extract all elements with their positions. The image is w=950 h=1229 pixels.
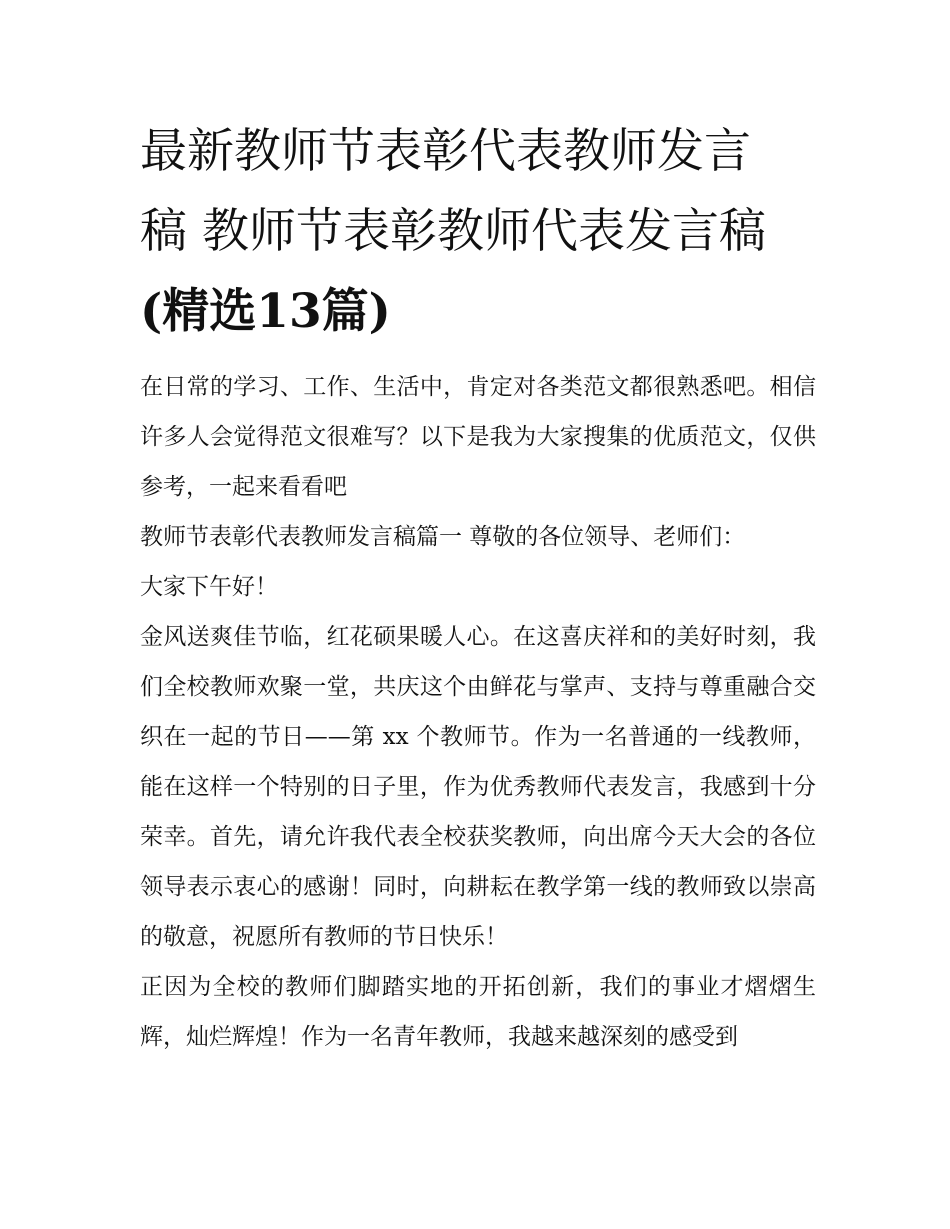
title-line-3-open: (精选 [140,284,257,339]
document-page [140,112,816,1062]
body-paragraph: 正因为全校的教师们脚踏实地的开拓创新，我们的事业才熠熠生辉，灿烂辉煌！作为一名青年教师，我越来越深刻的感受到 [140,974,816,1050]
title-line-1: 最新教师节表彰代表教师发言 [140,124,751,179]
document-title [140,112,816,352]
body-paragraph: 金风送爽佳节临，红花硕果暖人心。在这喜庆祥和的美好时刻，我们全校教师欢聚一堂，共庆这个由鲜花与掌声、支持与尊重融合交织在一起的节日——第 xx 个教师节。作为一名普通的一线教师，能在这样一个特别的日子里，作为优秀教师代表发言，我感到十分荣幸。首先，请允许我代表全校获奖教师，向出席今天大会的各位领导表示衷心的感谢！同时，向耕耘在教学第一线的教师致以崇高的敬意，祝愿所有教师的节日快乐！ [140,624,816,950]
title-line-3-close: 篇) [321,284,391,339]
greeting-paragraph: 大家下午好！ [140,574,278,600]
title-line-2: 稿 教师节表彰教师代表发言稿 [140,204,766,259]
title-line-3-number: 13 [256,284,322,339]
intro-paragraph: 在日常的学习、工作、生活中，肯定对各类范文都很熟悉吧。相信许多人会觉得范文很难写？以下是我为大家搜集的优质范文，仅供参考，一起来看看吧 [140,374,816,500]
section-heading-paragraph: 教师节表彰代表教师发言稿篇一 尊敬的各位领导、老师们： [140,524,746,550]
